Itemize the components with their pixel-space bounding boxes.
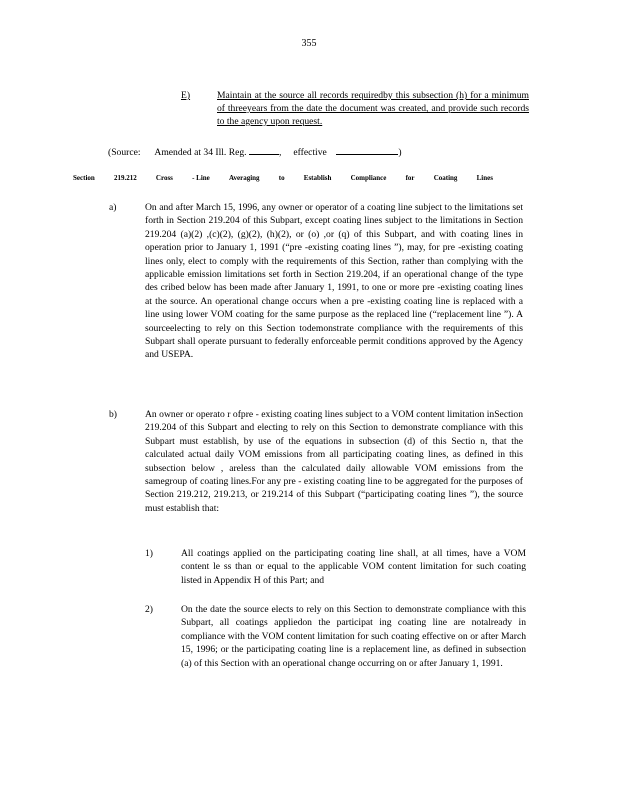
source-close: ) <box>398 147 402 158</box>
source-amended: Amended at 34 Ill. Reg. <box>154 147 247 158</box>
source-effective: effective <box>293 147 327 158</box>
effective-date-blank <box>336 145 398 155</box>
subsection-e-text: Maintain at the source all records requiredby this subsection (h) for a minimum of threeyears from the date the document was created, and provide such records to the agency upon request. <box>217 90 529 127</box>
heading-word: Averaging <box>228 174 260 182</box>
heading-word: Cross <box>155 174 173 182</box>
list-item-text: On the date the source elects to rely on this Section to demonstrate compliance with this Subpart, all coatings appliedon the participat ing coating line are notalready in compliance with the VOM content limitation for such coating effective on or after March 15, 1996; or the participating coating line is a replacement line, as defined in subsection (a) of this Section with an operational change occurring on or after January 1, 1991. <box>181 604 526 669</box>
source-note <box>108 145 402 158</box>
heading-word: to <box>278 174 285 182</box>
paragraph-a-label: a) <box>109 202 117 213</box>
source-open: (Source: <box>108 147 141 158</box>
section-word: Section <box>73 174 95 182</box>
list-item-label: 2) <box>145 604 153 615</box>
section-heading <box>73 174 493 182</box>
list-item-text: All coatings applied on the participating coating line shall, at all times, have a VOM content le ss than or equal to the applicable VOM content limitation for such coating listed in Appendix H of this Part; and <box>181 548 526 586</box>
register-blank <box>249 145 279 155</box>
heading-word: Establish <box>303 174 332 182</box>
heading-word: Lines <box>476 174 493 182</box>
list-item-label: 1) <box>145 548 153 559</box>
heading-word: - Line <box>192 174 210 182</box>
subsection-e-label: E) <box>181 90 191 101</box>
heading-word: Compliance <box>350 174 387 182</box>
heading-word: for <box>405 174 415 182</box>
paragraph-b-label: b) <box>109 409 117 420</box>
page-number: 355 <box>301 38 317 49</box>
heading-word: Coating <box>433 174 458 182</box>
paragraph-a-text: On and after March 15, 1996, any owner or operator of a coating line subject to the limitations set forth in Section 219.204 of this Subpart, except coating lines subject to the limitations in Section 219.204 (a)(2) ,(c)(2), (g)(2), (h)(2), or (o) ,or (q) of this Subpart, and with coating lines in operation prior to January 1, 1991 (“pre -existing coating lines ”), may, for pre -existing coating lines only, elect to comply with the requirements of this Section, rather than complying with the applicable emission limitations set forth in Section 219.204, if an operational change of the type des cribed below has been made after January 1, 1991, to one or more pre -existing coating lines at the source. An operational change occurs when a pre -existing coating line is replaced with a line using lower VOM coating for the same purpose as the replaced line (“replacement line ”). A sourceelecting to rely on this Section todemonstrate compliance with the requirements of this Subpart shall operate pursuant to federally enforceable permit conditions approved by the Agency and USEPA. <box>145 202 523 361</box>
section-number: 219.212 <box>113 174 137 182</box>
paragraph-b-text: An owner or operato r ofpre - existing coating lines subject to a VOM content limitation inSection 219.204 of this Subpart and electing to rely on this Section to demonstrate compliance with this Subpart must establish, by use of the equations in subsection (d) of this Sectio n, that the calculated actual daily VOM emissions from all participating coating lines, as defined in this subsection below , areless than the calculated daily allowable VOM emissions from the samegroup of coating lines.For any pre - existing coating line to be aggregated for the purposes of Section 219.212, 219.213, or 219.214 of this Subpart (“participating coating lines ”), the source must establish that: <box>145 409 523 514</box>
source-comma: , <box>278 147 282 158</box>
